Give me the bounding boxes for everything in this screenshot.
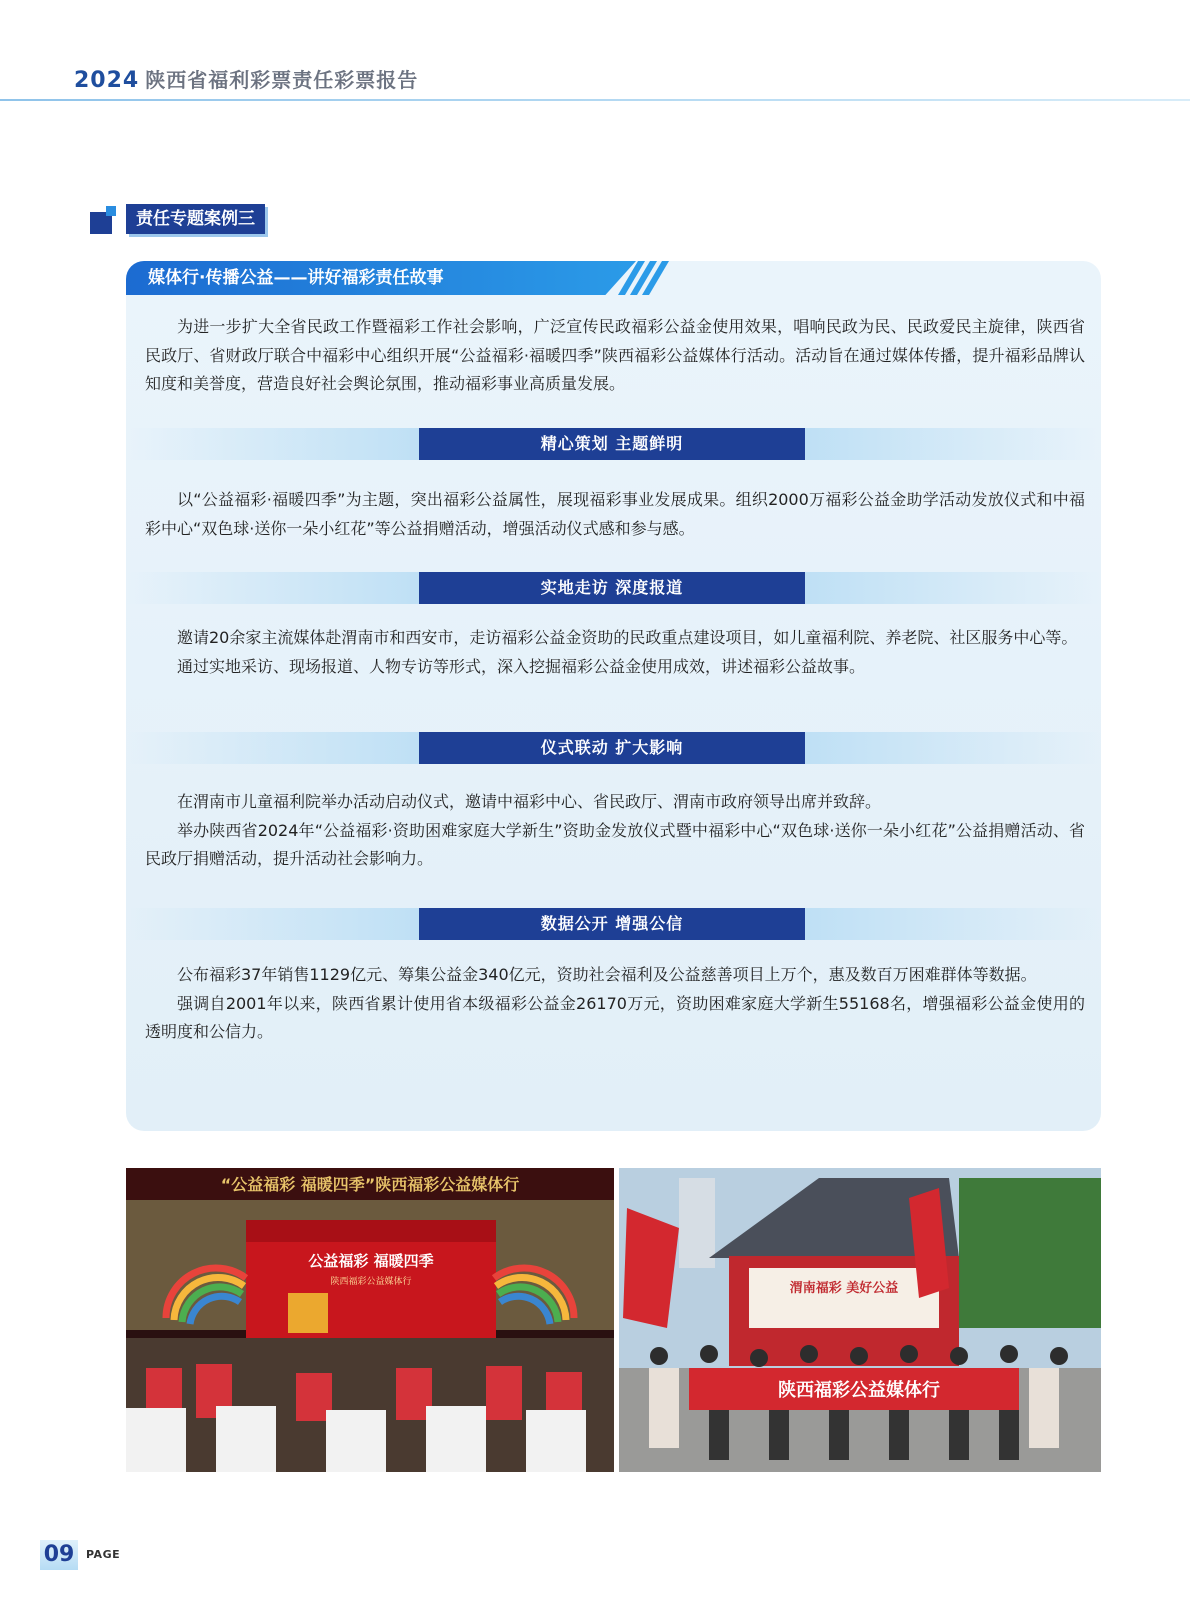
section-title: 仪式联动 扩大影响 — [419, 732, 805, 764]
page-header — [0, 0, 1190, 100]
report-title-text: 陕西省福利彩票责任彩票报告 — [145, 68, 419, 92]
event-photo-indoor-image — [126, 1168, 614, 1472]
report-title — [74, 64, 418, 93]
section-paragraph: 邀请20余家主流媒体赴渭南市和西安市，走访福彩公益金资助的民政重点建设项目，如儿童福利院、养老院、社区服务中心等。 — [177, 628, 1078, 647]
section-paragraph: 以“公益福彩·福暖四季”为主题，突出福彩公益属性，展现福彩事业发展成果。组织2000万福彩公益金助学活动发放仪式和中福彩中心“双色球·送你一朵小红花”等公益捐赠活动，增强活动仪式感和参与感。 — [145, 490, 1085, 538]
section-title: 精心策划 主题鲜明 — [419, 428, 805, 460]
case-card — [126, 261, 1101, 1131]
section-header-2 — [126, 572, 1101, 604]
square-icon — [90, 206, 118, 234]
event-photo-outdoor — [619, 1168, 1101, 1472]
card-title: 媒体行·传播公益——讲好福彩责任故事 — [148, 268, 444, 288]
stripes-icon — [600, 261, 690, 295]
case-label: 责任专题案例三 — [126, 204, 265, 234]
section-title: 实地走访 深度报道 — [419, 572, 805, 604]
event-photo-indoor — [126, 1168, 614, 1472]
page-number: 09 — [40, 1540, 78, 1570]
section-paragraph: 在渭南市儿童福利院举办活动启动仪式，邀请中福彩中心、省民政厅、渭南市政府领导出席并致辞。 — [177, 792, 882, 811]
section-body-3 — [145, 788, 1085, 874]
event-banner-text: “公益福彩 福暖四季”陕西福彩公益媒体行 — [220, 1175, 520, 1194]
page-label: PAGE — [86, 1548, 121, 1561]
event-photo-outdoor-image — [619, 1168, 1101, 1472]
screen-text: 公益福彩 福暖四季 — [308, 1252, 434, 1270]
section-title: 数据公开 增强公信 — [419, 908, 805, 940]
section-header-1 — [126, 428, 1101, 460]
section-body-4 — [145, 961, 1085, 1047]
section-body-1 — [145, 486, 1085, 543]
section-paragraph: 强调自2001年以来，陕西省累计使用省本级福彩公益金26170万元，资助困难家庭大学新生55168名，增强福彩公益金使用的透明度和公信力。 — [145, 993, 1085, 1041]
section-header-3 — [126, 732, 1101, 764]
sign-text: 渭南福彩 美好公益 — [789, 1281, 899, 1296]
section-paragraph: 举办陕西省2024年“公益福彩·资助困难家庭大学新生”资助金发放仪式暨中福彩中心“双色球·送你一朵小红花”公益捐赠活动、省民政厅捐赠活动，提升活动社会影响力。 — [145, 820, 1085, 868]
section-paragraph: 公布福彩37年销售1129亿元、筹集公益金340亿元，资助社会福利及公益慈善项目上万个，惠及数百万困难群体等数据。 — [177, 965, 1037, 984]
report-year: 2024 — [74, 68, 140, 93]
section-paragraph: 通过实地采访、现场报道、人物专访等形式，深入挖掘福彩公益金使用成效，讲述福彩公益故事。 — [177, 656, 866, 676]
section-body-2 — [145, 624, 1085, 681]
intro-paragraph — [145, 313, 1085, 399]
screen-subtext: 陕西福彩公益媒体行 — [330, 1277, 412, 1287]
header-divider — [0, 99, 1190, 101]
intro-text: 为进一步扩大全省民政工作暨福彩工作社会影响，广泛宣传民政福彩公益金使用效果，唱响民政为民、民政爱民主旋律，陕西省民政厅、省财政厅联合中福彩中心组织开展“公益福彩·福暖四季”陕西福彩公益媒体行活动。活动旨在通过媒体传播，提升福彩品牌认知度和美誉度，营造良好社会舆论氛围，推动福彩事业高质量发展。 — [145, 317, 1085, 393]
group-banner-text: 陕西福彩公益媒体行 — [778, 1380, 940, 1401]
section-header-4 — [126, 908, 1101, 940]
